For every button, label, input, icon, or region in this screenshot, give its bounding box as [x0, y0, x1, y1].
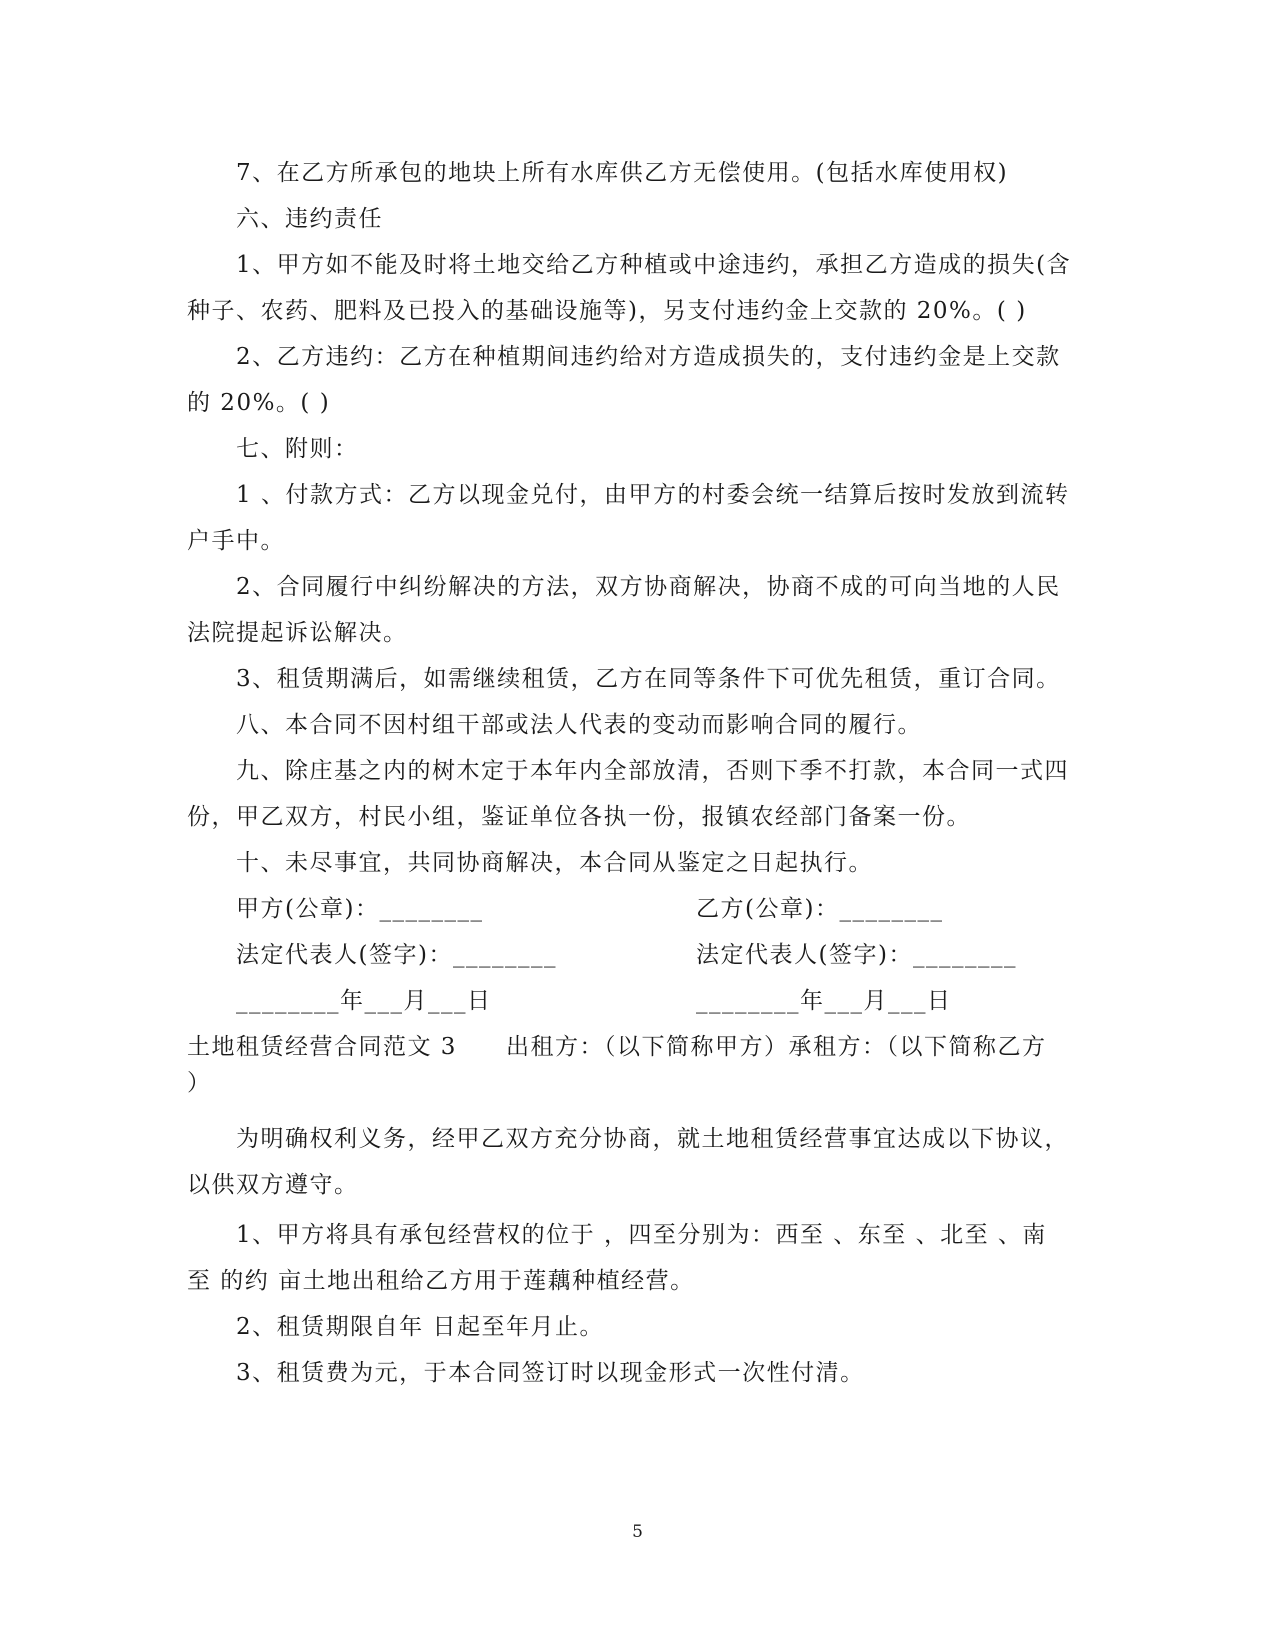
page-number: 5 — [632, 1522, 643, 1542]
section-heading-breach: 六、违约责任 — [236, 206, 383, 232]
section-ten: 十、未尽事宜，共同协商解决，本合同从鉴定之日起执行。 — [236, 850, 873, 876]
breach-clause-1-line-2: 种子、农药、肥料及已投入的基础设施等)，另支付违约金上交款的 20%。( ) — [187, 298, 1027, 324]
section-nine-line-1: 九、除庄基之内的树木定于本年内全部放清，否则下季不打款，本合同一式四 — [236, 758, 1069, 784]
party-a-seal-field: 甲方(公章)：________ — [236, 896, 484, 922]
supplementary-clause-1-line-2: 户手中。 — [187, 528, 285, 554]
supplementary-clause-2-line-1: 2、合同履行中纠纷解决的方法，双方协商解决，协商不成的可向当地的人民 — [236, 574, 1061, 600]
template-3-title-closing: ） — [187, 1070, 212, 1096]
party-a-date-field: ________年___月___日 — [236, 988, 492, 1014]
breach-clause-2-line-2: 的 20%。( ) — [187, 390, 331, 416]
supplementary-clause-2-line-2: 法院提起诉讼解决。 — [187, 620, 408, 646]
party-b-seal-field: 乙方(公章)：________ — [696, 896, 944, 922]
lease-clause-1-line-2: 至 的约 亩土地出租给乙方用于莲藕种植经营。 — [187, 1268, 695, 1294]
section-heading-supplementary: 七、附则： — [236, 436, 359, 462]
section-eight: 八、本合同不因村组干部或法人代表的变动而影响合同的履行。 — [236, 712, 922, 738]
lease-clause-1-line-1: 1、甲方将具有承包经营权的位于 ，四至分别为：西至 、东至 、北至 、南 — [236, 1222, 1047, 1248]
party-b-representative-field: 法定代表人(签字)：________ — [696, 942, 1017, 968]
preamble-line-2: 以供双方遵守。 — [187, 1172, 359, 1198]
supplementary-clause-1-line-1: 1 、付款方式：乙方以现金兑付，由甲方的村委会统一结算后按时发放到流转 — [236, 482, 1070, 508]
party-a-representative-field: 法定代表人(签字)：________ — [236, 942, 557, 968]
preamble-line-1: 为明确权利义务，经甲乙双方充分协商，就土地租赁经营事宜达成以下协议， — [236, 1126, 1069, 1152]
breach-clause-2-line-1: 2、乙方违约：乙方在种植期间违约给对方造成损失的，支付违约金是上交款 — [236, 344, 1061, 370]
supplementary-clause-3: 3、租赁期满后，如需继续租赁，乙方在同等条件下可优先租赁，重订合同。 — [236, 666, 1061, 692]
party-b-date-field: ________年___月___日 — [696, 988, 952, 1014]
lease-clause-3: 3、租赁费为元，于本合同签订时以现金形式一次性付清。 — [236, 1360, 865, 1386]
template-3-title-line: 土地租赁经营合同范文 3 出租方：（以下简称甲方）承租方：（以下简称乙方 — [187, 1034, 1047, 1060]
lease-clause-2: 2、租赁期限自年 日起至年月止。 — [236, 1314, 604, 1340]
clause-7-text: 7、在乙方所承包的地块上所有水库供乙方无偿使用。(包括水库使用权) — [236, 160, 1009, 186]
breach-clause-1-line-1: 1、甲方如不能及时将土地交给乙方种植或中途违约，承担乙方造成的损失(含 — [236, 252, 1072, 278]
section-nine-line-2: 份，甲乙双方，村民小组，鉴证单位各执一份，报镇农经部门备案一份。 — [187, 804, 971, 830]
